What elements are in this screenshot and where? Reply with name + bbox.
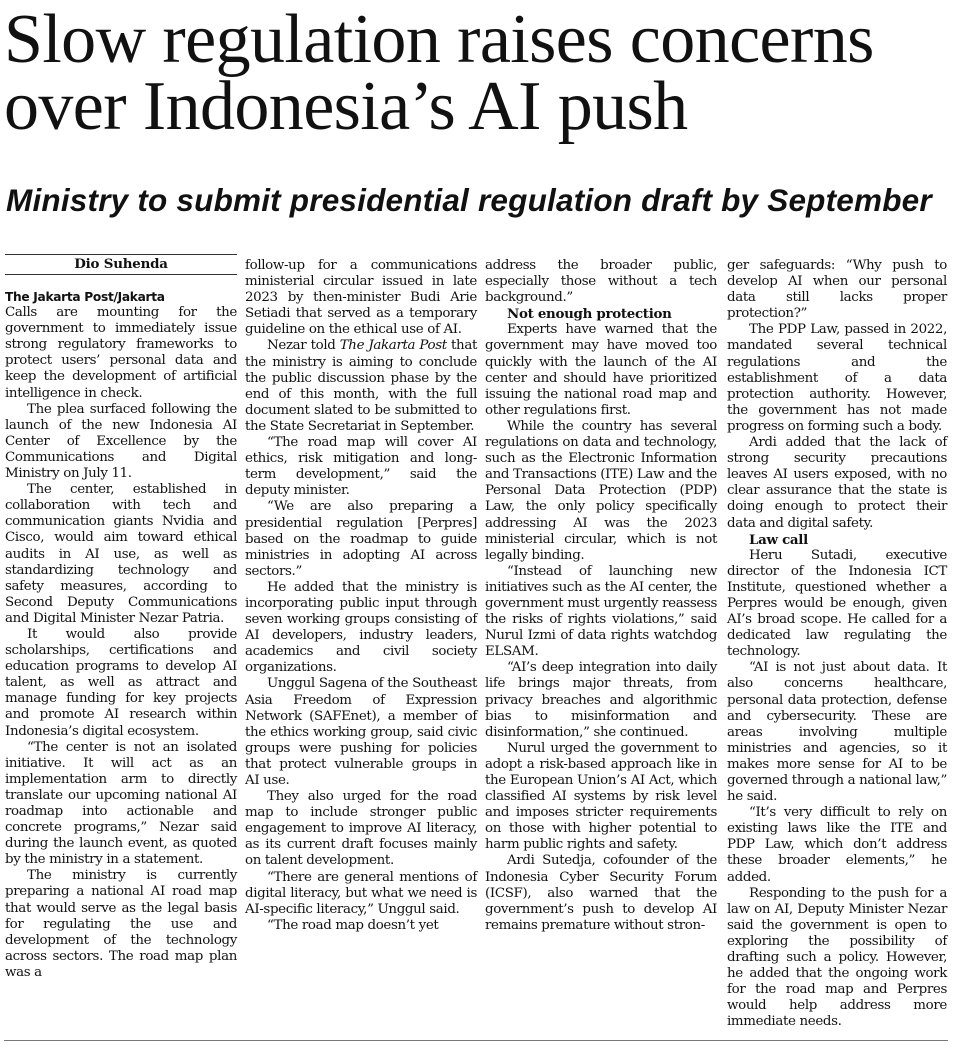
- paragraph: It would also provide scholarships, certifications and education programs to develop AI talent, as well as attract and manage funding for key projects and promote AI research within Indonesia’s digital ecosystem.: [5, 626, 237, 739]
- paragraph: address the broader public, especially those without a tech background.”: [485, 258, 717, 306]
- dateline: The Jakarta Post/Jakarta: [5, 290, 165, 305]
- paragraph: Responding to the push for a law on AI, Deputy Minister Nezar said the government is open to exploring the possibility of drafting such a policy. However, he added that the ongoing work for the road map and Perpres would help address more immediate needs.: [727, 885, 947, 1030]
- paragraph: Ardi Sutedja, cofounder of the Indonesia Cyber Security Forum (ICSF), also warned that the government’s push to develop AI remains premature without stron-: [485, 853, 717, 933]
- paragraph: “The center is not an isolated initiative. It will act as an implementation arm to directly translate our upcoming national AI roadmap into actionable and concrete programs,” Nezar said during the launch event, as quoted by the ministry in a statement.: [5, 739, 237, 868]
- section-heading: Law call: [749, 531, 808, 548]
- section-heading: Not enough protection: [507, 306, 672, 323]
- paragraph: Experts have warned that the government may have moved too quickly with the launch of the AI center and should have prioritized issuing the national road map and other regulations first.: [485, 322, 717, 418]
- subheadline: Ministry to submit presidential regulation draft by September: [6, 182, 932, 218]
- paragraph: “AI is not just about data. It also concerns healthcare, personal data protection, defense and cybersecurity. These are areas involving multiple ministries and agencies, so it makes more sense for AI to be governed through a national law,” he said.: [727, 660, 947, 805]
- paragraph: The ministry is currently preparing a national AI road map that would serve as the legal basis for regulating the use and development of the technology across sectors. The road map plan was a: [5, 868, 237, 980]
- paragraph: “We are also preparing a presidential regulation [Perpres] based on the roadmap to guide ministries in adopting AI across sectors.”: [245, 499, 477, 579]
- headline: Slow regulation raises concerns over Indonesia’s AI push: [4, 1, 874, 145]
- paragraph: They also urged for the road map to include stronger public engagement to improve AI literacy, as its current draft focuses mainly on talent development.: [245, 789, 477, 869]
- paragraph: “The road map will cover AI ethics, risk mitigation and long-term development,” said the deputy minister.: [245, 435, 477, 499]
- bottom-rule: [4, 1040, 948, 1041]
- paragraph: “AI’s deep integration into daily life brings major threats, from privacy breaches and algorithmic bias to misinformation and disinformation,” she continued.: [485, 660, 717, 740]
- paragraph: “It’s very difficult to rely on existing laws like the ITE and PDP Law, which don’t address these broader elements,” he added.: [727, 805, 947, 885]
- paragraph: [245, 338, 477, 435]
- article-column-3: [485, 258, 717, 934]
- paragraph: Heru Sutadi, executive director of the Indonesia ICT Institute, questioned whether a Perpres would be enough, given AI’s broad scope. He called for a dedicated law regulating the technology.: [727, 547, 947, 660]
- paragraph: The center, established in collaboration with tech and communication giants Nvidia and Cisco, would aim toward ethical audits in AI use, as well as standardizing technology and safety measures, according to Second Deputy Communications and Digital Minister Nezar Patria.: [5, 482, 237, 626]
- paragraph: While the country has several regulations on data and technology, such as the Electronic Information and Transactions (ITE) Law and the Personal Data Protection (PDP) Law, the only policy specifically addressing AI was the 2023 ministerial circular, which is not legally binding.: [485, 418, 717, 563]
- paragraph: The PDP Law, passed in 2022, mandated several technical regulations and the establishment of a data protection authority. However, the government has not made progress on forming such a body.: [727, 322, 947, 434]
- article-column-4: [727, 258, 947, 1031]
- paragraph: Ardi added that the lack of strong security precautions leaves AI users exposed, with no clear assurance that the state is doing enough to protect their data and digital safety.: [727, 435, 947, 531]
- paragraph-text: Nezar told: [267, 338, 340, 354]
- paragraph: Nurul urged the government to adopt a risk-based approach like in the European Union’s AI Act, which classified AI systems by risk level and imposes stricter requirements on those with higher potential to harm public rights and safety.: [485, 740, 717, 853]
- paragraph: The plea surfaced following the launch of the new Indonesia AI Center of Excellence by the Communications and Digital Ministry on July 11.: [5, 401, 237, 482]
- paragraph: “There are general mentions of digital literacy, but what we need is AI-specific literacy,” Unggul said.: [245, 869, 477, 917]
- paragraph: Unggul Sagena of the Southeast Asia Freedom of Expression Network (SAFEnet), a member of the ethics working group, said civic groups were pushing for policies that protect vulnerable groups in AI use.: [245, 676, 477, 788]
- paragraph: “The road map doesn’t yet: [267, 917, 439, 933]
- paragraph: He added that the ministry is incorporating public input through seven working groups consisting of AI developers, industry leaders, academics and civil society organizations.: [245, 579, 477, 676]
- paragraph: ger safeguards: “Why push to develop AI when our personal data still lacks proper protection?”: [727, 258, 947, 322]
- paragraph: follow-up for a communications ministerial circular issued in late 2023 by then-minister Budi Arie Setiadi that served as a temporary guideline on the ethical use of AI.: [245, 258, 477, 338]
- paragraph: Calls are mounting for the government to immediately issue strong regulatory frameworks to protect users’ personal data and keep the development of artificial intelligence in check.: [5, 305, 237, 401]
- article-column-2: [245, 258, 477, 934]
- article-column-1: [5, 254, 237, 981]
- byline: Dio Suhenda: [5, 254, 237, 275]
- paragraph-text: that the ministry is aiming to conclude the public discussion phase by the end of this month, with the full document slated to be submitted to the State Secretariat in September.: [245, 338, 477, 434]
- paragraph: “Instead of launching new initiatives such as the AI center, the government must urgently reassess the risks of rights violations,” said Nurul Izmi of data rights watchdog ELSAM.: [485, 563, 717, 660]
- publication-name: The Jakarta Post: [339, 338, 447, 354]
